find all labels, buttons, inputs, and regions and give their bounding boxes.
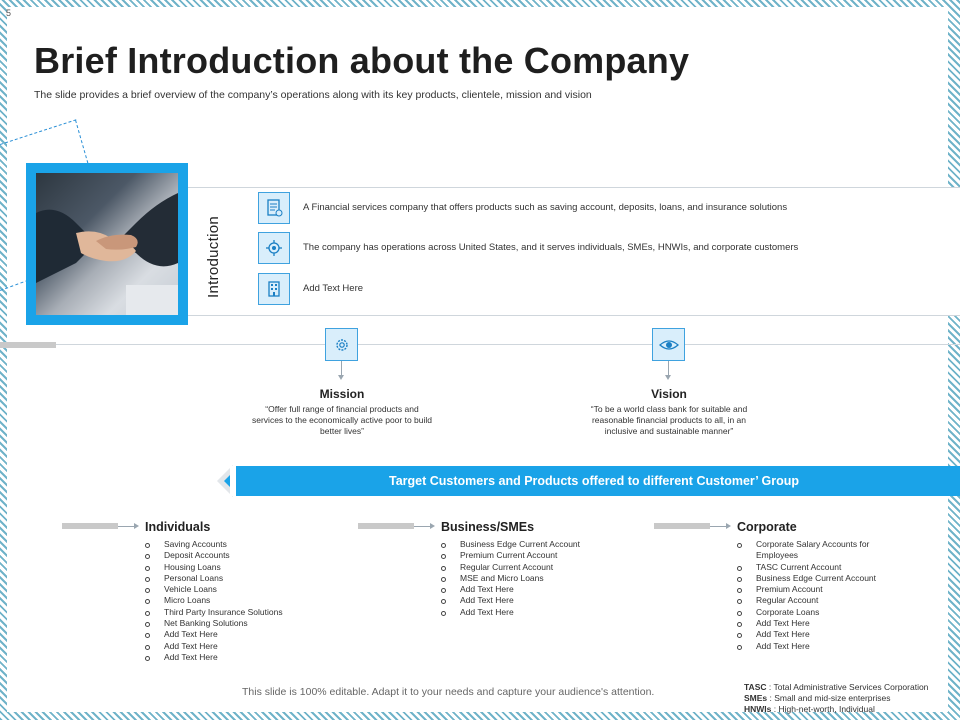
intro-item-text: A Financial services company that offers products such as saving account, deposits, loans, and insurance solutions: [303, 202, 788, 213]
abbreviation-hnwis: [744, 704, 875, 714]
handshake-photo-frame: [26, 163, 188, 325]
abbreviation-separator: :: [771, 704, 779, 714]
divider-line: [0, 344, 960, 345]
introduction-label: Introduction: [205, 216, 222, 298]
group-accent-bar: [654, 523, 710, 529]
handshake-photo: [36, 173, 178, 315]
mission-text: “Offer full range of financial products and services to the economically active poor to build better lives”: [252, 404, 433, 436]
list-item: TASC Current Account: [736, 562, 886, 573]
intro-item-text: The company has operations across United States, and it serves individuals, SMEs, HNWIs, and corporate customers: [303, 242, 799, 253]
group-title-corporate: Corporate: [737, 520, 797, 534]
list-item: Premium Account: [736, 584, 886, 595]
list-item: Business Edge Current Account: [440, 539, 630, 550]
group-arrow: [430, 523, 435, 529]
group-connector: [710, 526, 726, 527]
group-connector: [118, 526, 134, 527]
group-arrow: [134, 523, 139, 529]
handshake-illustration: [36, 173, 178, 315]
group-title-individuals: Individuals: [145, 520, 211, 534]
eye-icon: [652, 328, 685, 361]
vision-text: “To be a world class bank for suitable and reasonable financial products to all, in an inclusive and sustainable manner”: [590, 404, 748, 436]
list-item: Add Text Here: [736, 618, 886, 629]
footer-note: This slide is 100% editable. Adapt it to your needs and capture your audience's attention.: [242, 686, 655, 698]
abbreviation-meaning: Small and mid-size enterprises: [774, 693, 891, 703]
intro-item-text: Add Text Here: [303, 283, 364, 294]
list-item: Add Text Here: [736, 641, 886, 652]
gear-icon: [325, 328, 358, 361]
list-item: MSE and Micro Loans: [440, 573, 630, 584]
divider-accent-bar: [0, 342, 56, 348]
list-item: Deposit Accounts: [144, 550, 334, 561]
vision-arrow: [665, 375, 671, 380]
abbreviation-separator: :: [767, 693, 775, 703]
list-item: Micro Loans: [144, 595, 334, 606]
target-customers-banner: Target Customers and Products offered to different Customer’ Group: [236, 466, 960, 496]
mission-connector: [341, 361, 342, 376]
list-item: Add Text Here: [440, 607, 630, 618]
group-list-business: [440, 539, 630, 618]
abbreviation-meaning: Total Administrative Services Corporation: [773, 682, 929, 692]
list-item: Corporate Loans: [736, 607, 886, 618]
list-item: Saving Accounts: [144, 539, 334, 550]
list-item: Add Text Here: [144, 652, 334, 663]
page-subtitle: The slide provides a brief overview of the company’s operations along with its key products, clientele, mission and vision: [34, 89, 592, 101]
team-gear-icon: [258, 232, 290, 264]
list-item: Premium Current Account: [440, 550, 630, 561]
list-item: Regular Current Account: [440, 562, 630, 573]
building-icon: [258, 273, 290, 305]
list-item: Net Banking Solutions: [144, 618, 334, 629]
list-item: Personal Loans: [144, 573, 334, 584]
vision-connector: [668, 361, 669, 376]
group-accent-bar: [358, 523, 414, 529]
group-arrow: [726, 523, 731, 529]
list-item: Housing Loans: [144, 562, 334, 573]
list-item: Add Text Here: [144, 641, 334, 652]
group-title-business: Business/SMEs: [441, 520, 535, 534]
list-item: Add Text Here: [144, 629, 334, 640]
abbreviation-tasc: [744, 682, 928, 692]
group-list-corporate: [736, 539, 886, 652]
list-item: Vehicle Loans: [144, 584, 334, 595]
mission-title: Mission: [319, 387, 365, 401]
list-item: Add Text Here: [440, 584, 630, 595]
abbreviation-term: TASC: [744, 682, 767, 692]
abbreviation-meaning: High-net-worth, Individual: [778, 704, 875, 714]
mission-arrow: [338, 375, 344, 380]
list-item: Third Party Insurance Solutions: [144, 607, 334, 618]
page-number: 5: [6, 8, 12, 18]
list-item: Regular Account: [736, 595, 886, 606]
document-icon: [258, 192, 290, 224]
list-item: Corporate Salary Accounts for Employees: [736, 539, 886, 562]
abbreviation-smes: [744, 693, 890, 703]
page-title: Brief Introduction about the Company: [34, 40, 690, 81]
abbreviation-term: SMEs: [744, 693, 768, 703]
list-item: Add Text Here: [440, 595, 630, 606]
list-item: Add Text Here: [736, 629, 886, 640]
abbreviation-separator: :: [766, 682, 774, 692]
group-connector: [414, 526, 430, 527]
list-item: Business Edge Current Account: [736, 573, 886, 584]
abbreviation-term: HNWIs: [744, 704, 772, 714]
vision-title: Vision: [651, 387, 687, 401]
group-accent-bar: [62, 523, 118, 529]
group-list-individuals: [144, 539, 334, 663]
